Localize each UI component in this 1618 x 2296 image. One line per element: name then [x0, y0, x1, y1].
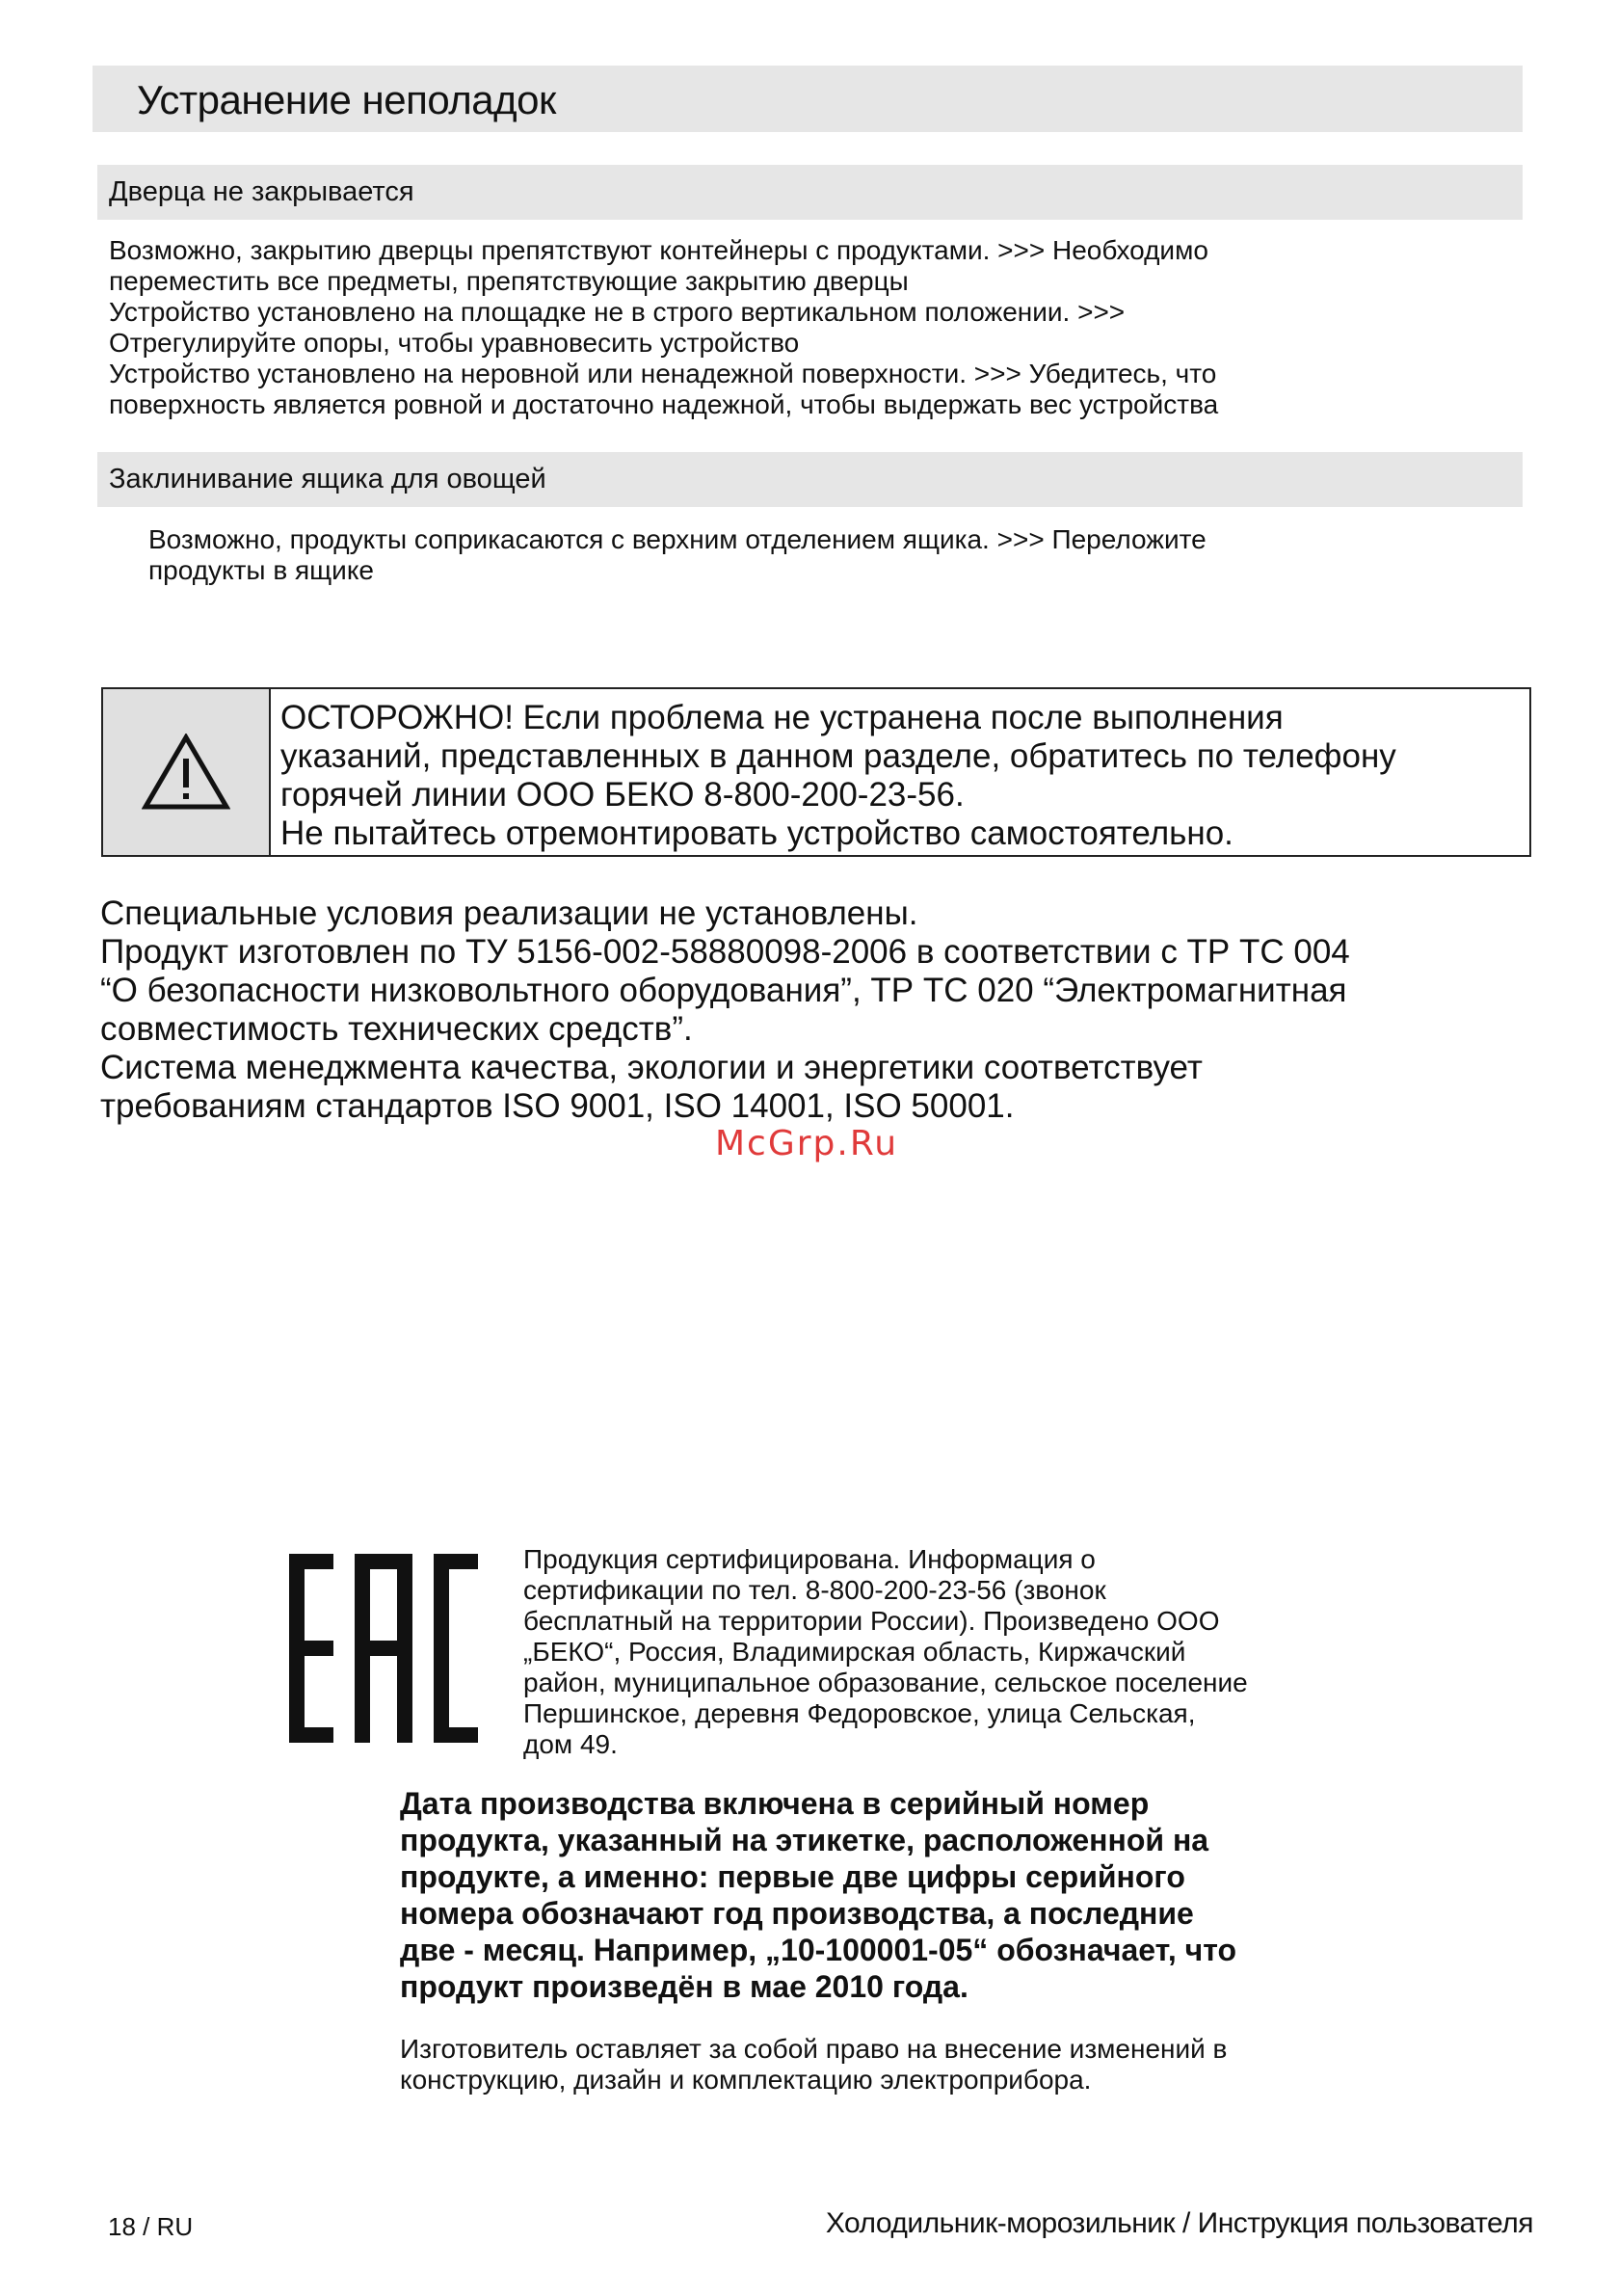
watermark: McGrp.Ru	[715, 1124, 899, 1163]
text-line: Отрегулируйте опоры, чтобы уравновесить устройство	[109, 328, 800, 358]
compliance-info	[100, 894, 1526, 1126]
cert-line: Продукция сертифицирована. Информация о	[523, 1544, 1096, 1574]
text-line: Возможно, закрытию дверцы препятствуют контейнеры с продуктами. >>> Необходимо	[109, 235, 1208, 265]
warning-text	[271, 689, 1396, 855]
page-title-bar	[93, 66, 1523, 132]
text-line: Возможно, продукты соприкасаются с верхним отделением ящика. >>> Переложите	[148, 524, 1207, 554]
production-line: Дата производства включена в серийный номер	[400, 1786, 1150, 1821]
section-heading-drawer-label: Заклинивание ящика для овощей	[109, 464, 546, 494]
text-line: поверхность является ровной и достаточно надежной, чтобы выдержать вес устройства	[109, 389, 1219, 419]
page-number: 18 / RU	[108, 2212, 194, 2241]
info-line: “О безопасности низковольтного оборудования”, ТР ТС 020 “Электромагнитная	[100, 972, 1347, 1009]
section-body-door	[109, 235, 1516, 420]
warning-box	[101, 687, 1531, 857]
text-line: продукты в ящике	[148, 555, 374, 585]
info-line: требованиям стандартов ISO 9001, ISO 14001, ISO 50001.	[100, 1087, 1015, 1125]
text-line: переместить все предметы, препятствующие закрытию дверцы	[109, 266, 909, 296]
production-line: продукт произведён в мае 2010 года.	[400, 1969, 968, 2004]
info-line: Система менеджмента качества, экологии и энергетики соответствует	[100, 1049, 1203, 1086]
warning-line: указаний, представленных в данном разделе, обратитесь по телефону	[280, 737, 1396, 775]
warning-line: ОСТОРОЖНО! Если проблема не устранена после выполнения	[280, 699, 1284, 736]
production-line: две - месяц. Например, „10-100001-05“ обозначает, что	[400, 1933, 1237, 1967]
text-line: Устройство установлено на неровной или ненадежной поверхности. >>> Убедитесь, что	[109, 359, 1217, 388]
eac-logo	[287, 1552, 480, 1749]
cert-line: Першинское, деревня Федоровское, улица Сельская,	[523, 1698, 1196, 1728]
info-line: Продукт изготовлен по ТУ 5156-002-58880098-2006 в соответствии с ТР ТС 004	[100, 933, 1350, 971]
production-date-note	[400, 1785, 1364, 2005]
cert-line: „БЕКО“, Россия, Владимирская область, Киржачский	[523, 1637, 1186, 1667]
certification-text	[523, 1544, 1391, 1760]
warning-line: горячей линии ООО БЕКО 8-800-200-23-56.	[280, 776, 965, 814]
page-title: Устранение неполадок	[137, 77, 556, 122]
manufacturer-line: конструкцию, дизайн и комплектацию электроприбора.	[400, 2065, 1092, 2095]
warning-icon-cell	[103, 689, 271, 855]
cert-line: дом 49.	[523, 1729, 618, 1759]
cert-line: район, муниципальное образование, сельское поселение	[523, 1668, 1248, 1697]
text-line: Устройство установлено на площадке не в строго вертикальном положении. >>>	[109, 297, 1126, 327]
production-line: продукте, а именно: первые две цифры серийного	[400, 1859, 1185, 1894]
info-line: совместимость технических средств”.	[100, 1010, 693, 1048]
warning-triangle-icon	[142, 734, 230, 811]
section-heading-door-label: Дверца не закрывается	[109, 176, 414, 207]
production-line: номера обозначают год производства, а последние	[400, 1896, 1194, 1931]
cert-line: бесплатный на территории России). Произведено ООО	[523, 1606, 1220, 1636]
section-body-drawer	[148, 524, 1517, 586]
document-title: Холодильник-морозильник / Инструкция пользователя	[825, 2207, 1533, 2239]
production-line: продукта, указанный на этикетке, расположенной на	[400, 1823, 1209, 1857]
manufacturer-note	[400, 2034, 1412, 2096]
cert-line: сертификации по тел. 8-800-200-23-56 (звонок	[523, 1575, 1106, 1605]
warning-line: Не пытайтесь отремонтировать устройство самостоятельно.	[280, 814, 1233, 852]
section-heading-door	[97, 165, 1523, 220]
section-heading-drawer	[97, 452, 1523, 507]
info-line: Специальные условия реализации не установлены.	[100, 894, 918, 932]
manufacturer-line: Изготовитель оставляет за собой право на внесение изменений в	[400, 2034, 1228, 2064]
